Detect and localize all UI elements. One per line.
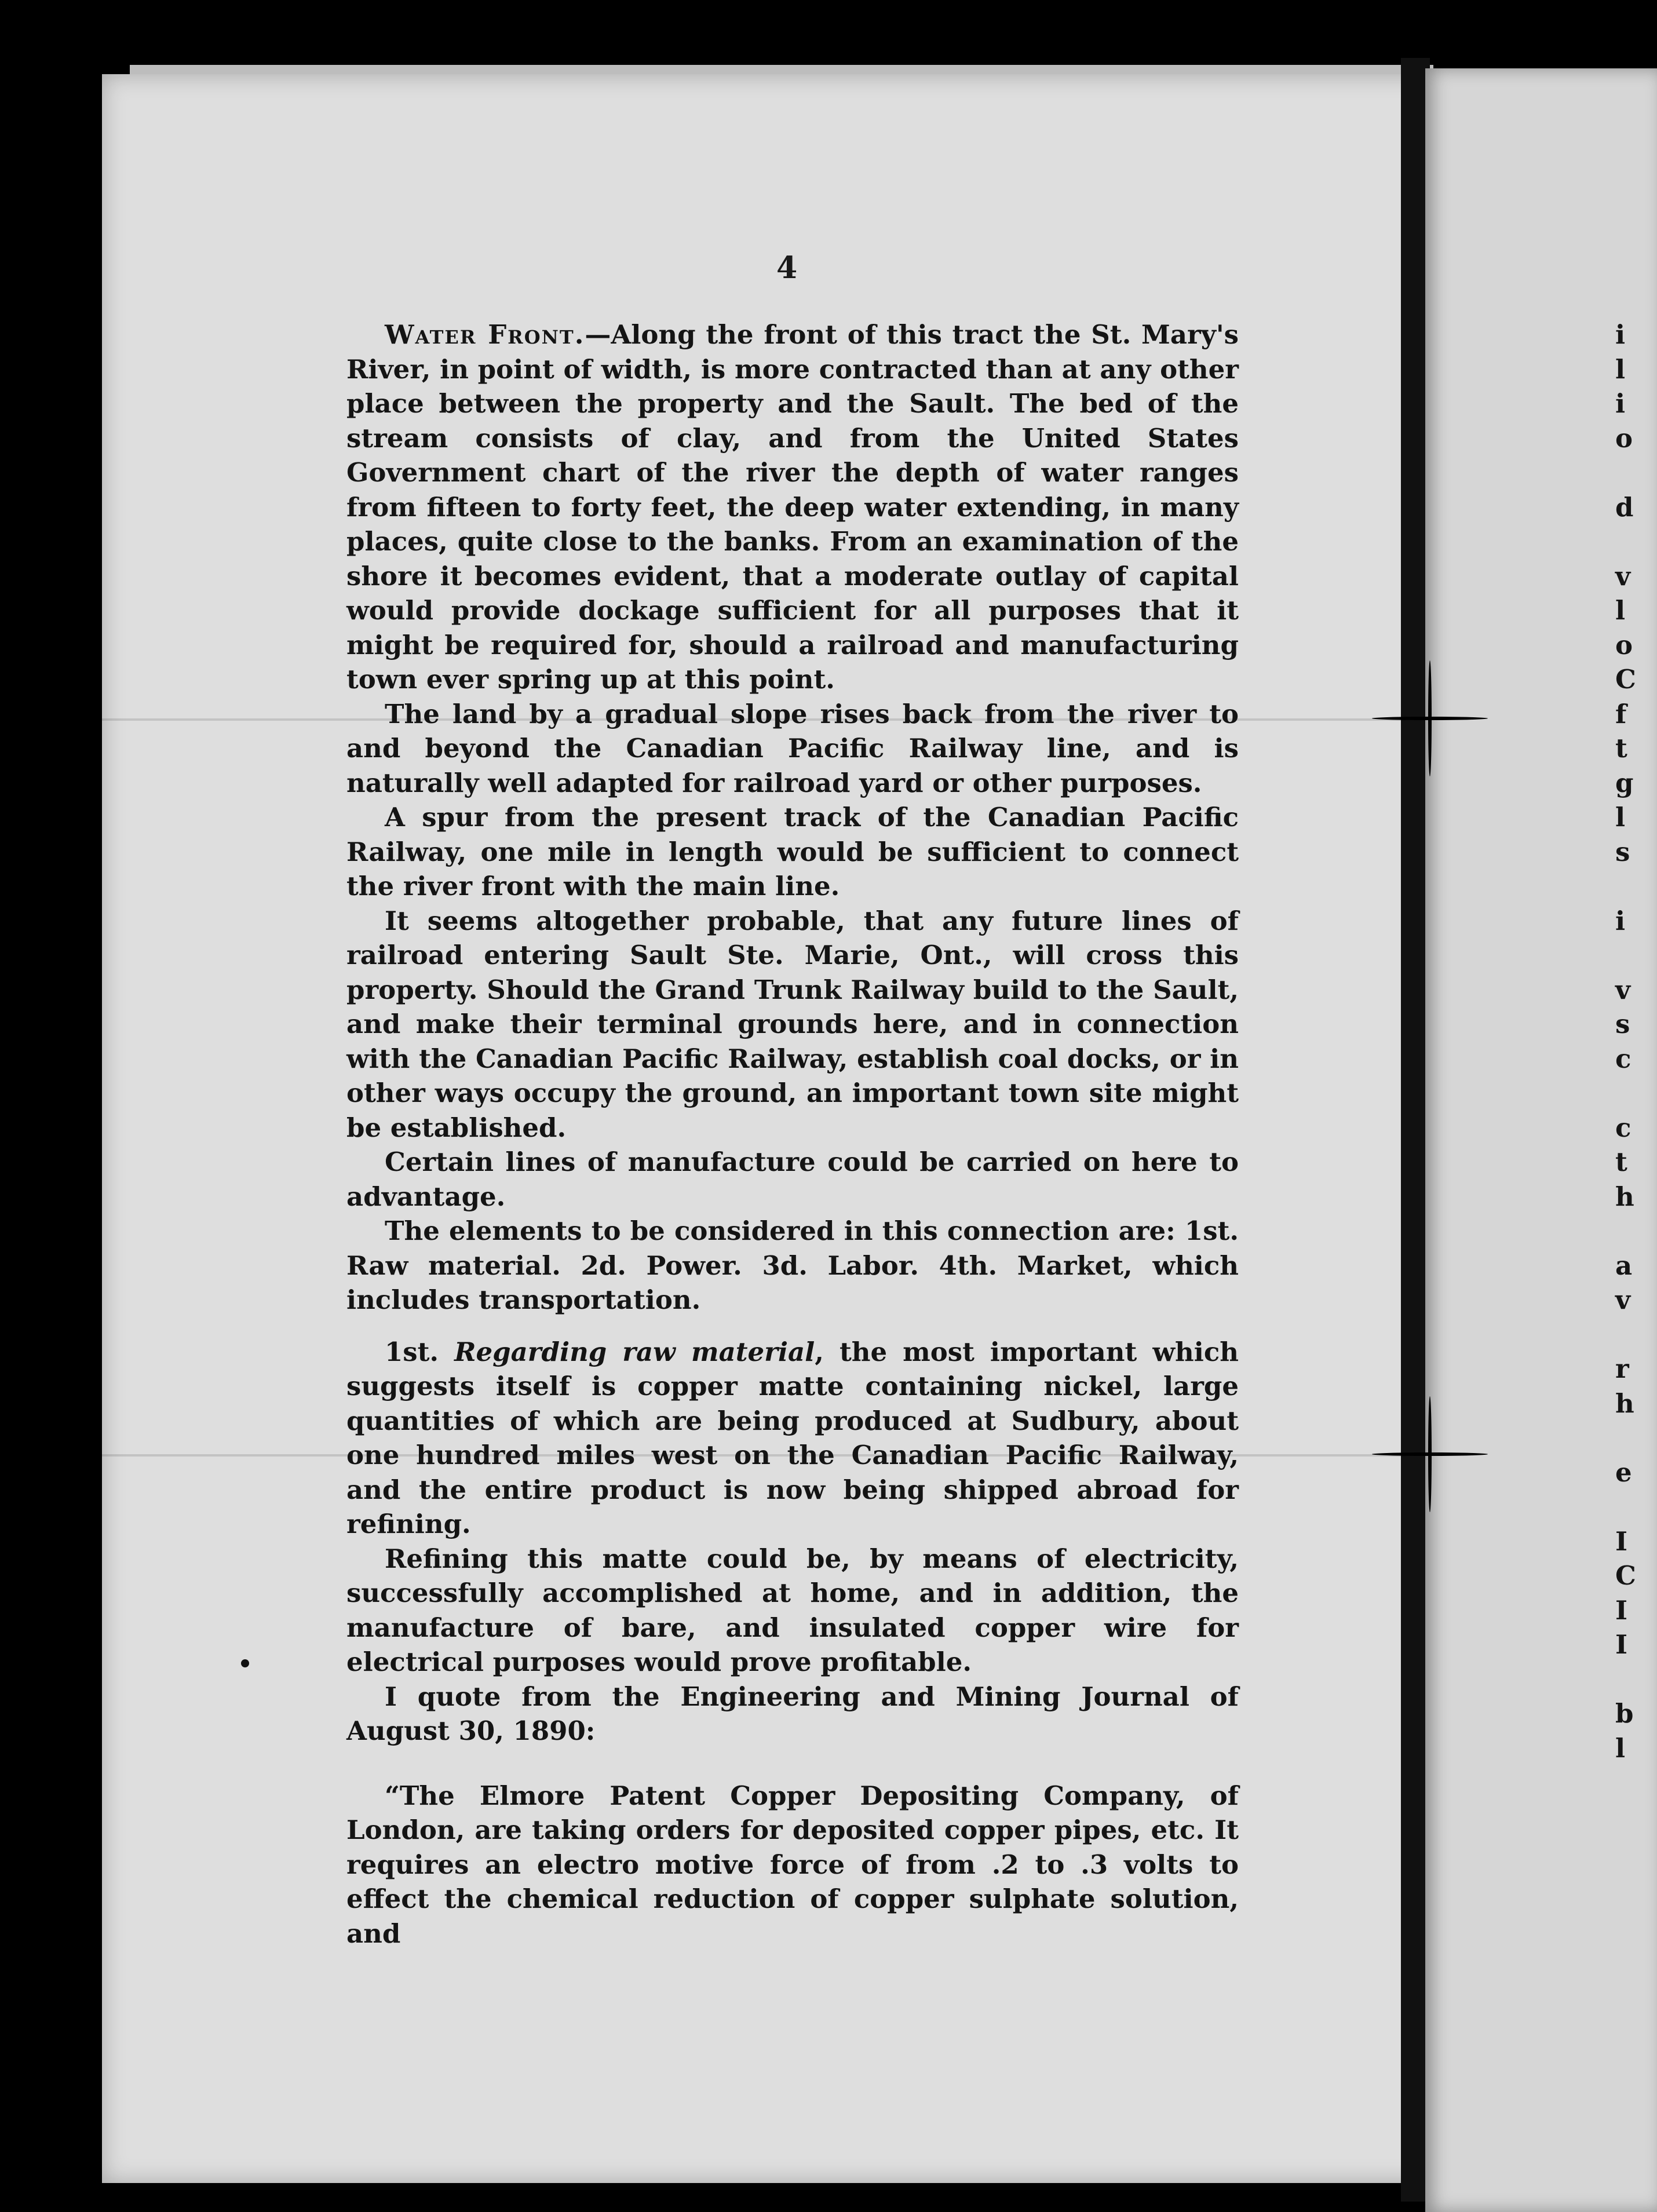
paragraph: It seems altogether probable, that any future lines of railroad entering Sault Ste. Marie, Ont., will cross this property. Should the Grand Trunk Railway build to the Sault, and make their terminal grounds here, and in connection with the Canadian Pacific Railway, establish coal docks, or in other ways occupy the ground, an important town site might be established. [346, 905, 1239, 1143]
italic-phrase: Regarding raw material [454, 1336, 815, 1367]
right-page-fragment: l [1615, 595, 1626, 626]
right-page-fragment: c [1615, 1043, 1632, 1074]
right-page-fragment: I [1615, 1629, 1628, 1660]
paragraph: The elements to be considered in this connection are: 1st. Raw material. 2d. Power. 3d. Labor. 4th. Market, which includes transportation. [346, 1215, 1239, 1315]
right-page-fragment [1615, 869, 1634, 904]
right-page-fragment: i [1615, 319, 1626, 350]
right-page-fragment: h [1615, 1181, 1634, 1212]
right-page-fragment: d [1615, 491, 1634, 523]
right-page-fragment [1615, 1490, 1634, 1524]
paragraph-water-front [346, 317, 1239, 697]
right-page-fragment: i [1615, 388, 1626, 419]
right-page-fragment: v [1615, 1284, 1631, 1315]
right-page-fragment: b [1615, 1698, 1634, 1729]
right-page-fragment [1615, 455, 1634, 490]
right-page-fragment: I [1615, 1594, 1628, 1626]
right-page-fragment [1615, 1662, 1634, 1697]
right-page-fragment: C [1615, 1560, 1636, 1591]
right-page-text-fragments [1615, 317, 1634, 1765]
right-page-fragment: l [1615, 802, 1626, 833]
right-page-fragment: v [1615, 974, 1631, 1005]
section-heading: Water Front. [385, 319, 585, 350]
right-page-fragment: i [1615, 905, 1626, 936]
paragraph: Refining this matte could be, by means of electricity, successfully accomplished at home, and in addition, the manufacture of bare, and insulated copper wire for electrical purposes would prove profitable. [346, 1543, 1239, 1677]
right-page-fragment: C [1615, 664, 1636, 695]
right-page-fragment: t [1615, 1147, 1627, 1177]
paragraph-raw-material [346, 1335, 1239, 1542]
right-page-fragment [1615, 524, 1634, 559]
right-page-fragment: r [1615, 1353, 1629, 1384]
right-page-fragment [1615, 938, 1634, 973]
ink-dot [241, 1659, 249, 1667]
right-page-fragment: h [1615, 1388, 1634, 1419]
right-page-fragment: f [1615, 698, 1627, 729]
paragraph: A spur from the present track of the Canadian Pacific Railway, one mile in length would be sufficient to connect the river front with the main line. [346, 802, 1239, 901]
right-page-fragment: l [1615, 1732, 1626, 1764]
right-page-fragment [1615, 1421, 1634, 1455]
paragraph: Certain lines of manufacture could be carried on here to advantage. [346, 1147, 1239, 1212]
right-page-fragment: l [1615, 353, 1626, 385]
right-page-fragment: g [1615, 767, 1634, 798]
page-top-edge [130, 65, 1433, 74]
right-page-fragment: a [1615, 1250, 1633, 1281]
paragraph-text: —Along the front of this tract the St. Mary's River, in point of width, is more contracted than at any other place between the property and the Sault. The bed of the stream consists of clay, and from the United States Government chart of the river the depth of water ranges from fifteen to forty feet, the deep water extending, in many places, quite close to the banks. From an examination of the shore it becomes evident, that a moderate outlay of capital would provide dockage sufficient for all purposes that it might be required for, should a railroad and manufacturing town ever spring up at this point. [346, 319, 1239, 695]
right-page-fragment [1615, 1076, 1634, 1111]
paragraph-text: , the most important which suggests itself is copper matte containing nickel, large quantities of which are being produced at Sudbury, about one hundred miles west on the Canadian Pacific Railway, and the entire product is now being shipped abroad for refining. [346, 1336, 1239, 1539]
right-page-fragment: c [1615, 1112, 1632, 1143]
right-page-fragment [1615, 1214, 1634, 1249]
paragraph-text: 1st. [385, 1336, 455, 1367]
right-page-fragment: o [1615, 629, 1633, 660]
right-page-fragment: s [1615, 836, 1630, 867]
right-page-fragment: o [1615, 422, 1633, 454]
right-page-fragment: t [1615, 733, 1627, 764]
right-page-fragment: v [1615, 560, 1631, 592]
body-text [346, 317, 1239, 1951]
right-page-fragment: I [1615, 1525, 1628, 1557]
paragraph: The land by a gradual slope rises back from the river to and beyond the Canadian Pacific Railway line, and is naturally well adapted for railroad yard or other purposes. [346, 698, 1239, 798]
right-page-fragment: e [1615, 1457, 1632, 1488]
right-page-fragment: s [1615, 1009, 1630, 1039]
right-page-fragment [1615, 1317, 1634, 1352]
paragraph: I quote from the Engineering and Mining Journal of August 30, 1890: [346, 1681, 1239, 1746]
page-number: 4 [776, 250, 798, 286]
quotation-paragraph: “The Elmore Patent Copper Depositing Company, of London, are taking orders for deposited copper pipes, etc. It requires an electro motive force of from .2 to .3 volts to effect the chemical reduction of copper sulphate solution, and [346, 1780, 1239, 1949]
